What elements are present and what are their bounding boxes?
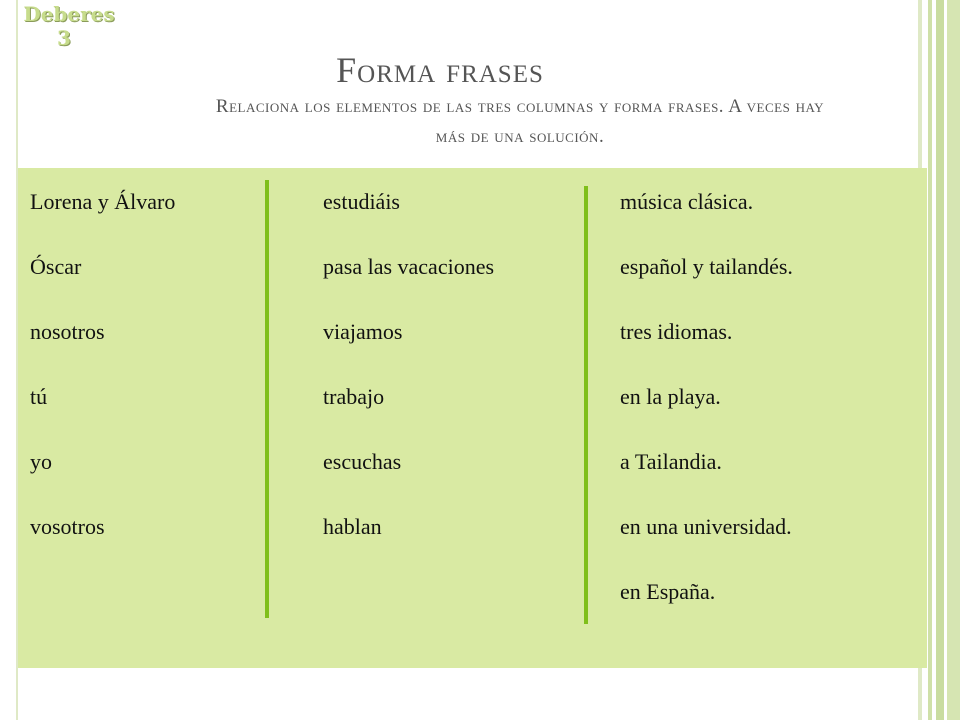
slide-subtitle: Relaciona los elementos de las tres columnas y forma frases. A veces hay más de una solución. (215, 96, 825, 147)
verb-item: escuchas (323, 449, 402, 474)
complement-item: tres idiomas. (620, 319, 733, 344)
subject-item: tú (30, 384, 48, 409)
column-divider-left (265, 180, 269, 618)
right-decorative-stripes (928, 0, 960, 720)
verbs-column (323, 188, 494, 578)
complement-item: en una universidad. (620, 514, 792, 539)
slide-title: Forma frases (336, 50, 544, 90)
complement-item: a Tailandia. (620, 449, 722, 474)
complement-item: en España. (620, 579, 716, 604)
verb-item: estudiáis (323, 189, 400, 214)
subject-item: Lorena y Álvaro (30, 189, 176, 214)
subject-item: nosotros (30, 319, 105, 344)
verb-item: trabajo (323, 384, 385, 409)
subject-item: yo (30, 449, 52, 474)
homework-badge-label: Deberes (23, 2, 115, 26)
complement-item: música clásica. (620, 189, 754, 214)
homework-badge-number: 3 (57, 26, 71, 50)
subjects-column (30, 188, 175, 578)
homework-badge (14, 2, 124, 50)
exercise-panel (18, 168, 927, 668)
verb-item: pasa las vacaciones (323, 254, 495, 279)
column-divider-right (584, 186, 588, 624)
subject-item: Óscar (30, 254, 82, 279)
complements-column (620, 188, 793, 643)
verb-item: viajamos (323, 319, 403, 344)
subject-item: vosotros (30, 514, 105, 539)
verb-item: hablan (323, 514, 382, 539)
complement-item: en la playa. (620, 384, 721, 409)
complement-item: español y tailandés. (620, 254, 793, 279)
